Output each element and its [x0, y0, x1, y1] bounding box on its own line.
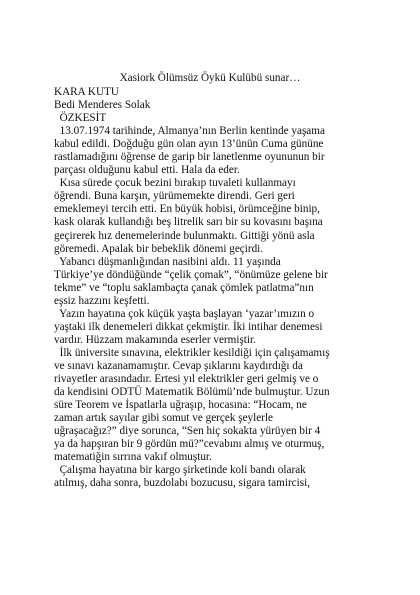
body-line: eşsiz hazzını keşfetti.	[54, 294, 150, 307]
body-line: Türkiye’ye döndüğünde “çelik çomak”, “önümüze gelene bir	[54, 268, 328, 281]
body-line: ve sınavı kazanamamıştır. Cevap şıklarını kaydırdığı da	[54, 359, 303, 372]
document-body	[54, 86, 386, 490]
body-line: atılmış, daha sonra, buzdolabı bozucusu, sigara tamircisi,	[54, 477, 311, 490]
body-line: Kısa sürede çocuk bezini bırakıp tuvaleti kullanmayı	[54, 177, 296, 190]
body-line: emeklemeyi tercih etti. En büyük hobisi, örümceğine binip,	[54, 203, 320, 216]
body-line: tekme” ve “toplu saklambaçta çanak çömlek patlatma”nın	[54, 281, 314, 294]
body-line: İlk üniversite sınavına, elektrikler kesildiği için çalışamamış	[54, 346, 330, 359]
body-line: göremedi. Apalak bir bebeklik dönemi geçirdi.	[54, 242, 264, 255]
body-line: parçası olduğunu kabul etti. Hala da eder.	[54, 164, 240, 177]
body-line: da kendisini ODTÜ Matematik Bölümü’nde bulmuştur. Uzun	[54, 386, 330, 399]
body-line: öğrendi. Buna karşın, yürümemekte direndi. Geri geri	[54, 190, 295, 203]
body-line: rivayetler arasındadır. Ertesi yıl elektrikler geri gelmiş ve o	[54, 373, 319, 386]
body-line: kask olarak kullandığı beş litrelik sarı bir su kovasını başına	[54, 216, 323, 229]
intro-line: Xasiork Ölümsüz Öykü Kulübü sunar…	[119, 72, 301, 84]
body-line: zaman artık sayılar gibi somut ve gerçek şeylerle	[54, 412, 274, 425]
body-line: 13.07.1974 tarihinde, Almanya’nın Berlin kentinde yaşama	[54, 125, 325, 138]
story-title: KARA KUTU	[54, 86, 119, 98]
section-heading: ÖZKESİT	[54, 112, 107, 125]
body-line: uğraşacağız?” diye sorunca, “Sen hiç sokakta yürüyen bir 4	[54, 425, 321, 438]
body-line: matematiğin sırrına vakıf olmuştur.	[54, 451, 212, 464]
body-line: vardır. Hüzzam makamında eserler vermiştir.	[54, 333, 256, 346]
body-line: rastlamadığını öğrense de garip bir lanetlenme oyununun bir	[54, 151, 325, 164]
body-line: geçirerek hız denemelerinde bulunmaktı. Gittiği yönü asla	[54, 229, 315, 242]
body-text	[54, 125, 386, 490]
body-line: Çalışma hayatına bir kargo şirketinde koli bandı olarak	[54, 464, 306, 477]
body-line: ya da hapşıran bir 9 gördün mü?”cevabını almış ve oturmuş,	[54, 438, 325, 451]
author-name: Bedi Menderes Solak	[54, 99, 151, 112]
body-line: Yazın hayatına çok küçük yaşta başlayan ‘yazar’ımızın o	[54, 307, 315, 320]
body-line: süre Teorem ve İspatlarla uğraşıp, hocasına: “Hocam, ne	[54, 399, 307, 412]
body-line: yaştaki ilk denemeleri dikkat çekmiştir. İki intihar denemesi	[54, 320, 323, 333]
body-line: kabul edildi. Doğduğu gün olan ayın 13’ünün Cuma gününe	[54, 138, 324, 151]
body-line: Yabancı düşmanlığından nasibini aldı. 11 yaşında	[54, 255, 281, 268]
